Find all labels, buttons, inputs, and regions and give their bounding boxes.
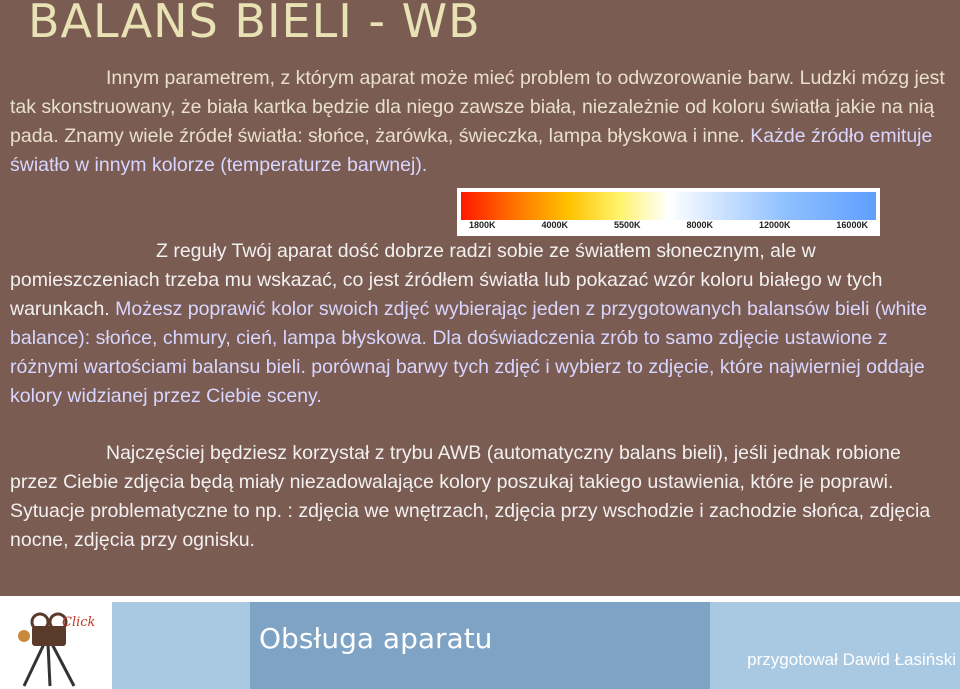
spectrum-label: 16000K (836, 220, 868, 230)
paragraph-intro-text: Innym parametrem, z którym aparat może mieć problem to odwzorowanie barw. Ludzki mózg jest tak skonstruowany, że biała kartka będzie dla niego zawsze biała, niezależnie od koloru światła jakie na nią pada. Znamy wiele źródeł światła: słońce, żarówka, świeczka, lampa błyskowa i inne. (10, 67, 945, 147)
spectrum-labels (461, 220, 876, 234)
paragraph-awb-text: Najczęściej będziesz korzystał z trybu AWB (automatyczny balans bieli), jeśli jednak robione przez Ciebie zdjęcia będą miały niezadowalające kolory poszukaj takiego ustawienia, które je poprawi. Sytuacje problematyczne to np. : zdjęcia we wnętrzach, zdjęcia przy wschodzie i zachodzie słońca, zdjęcia nocne, zdjęcia przy ognisku. (10, 442, 931, 551)
logo-text: Click (62, 615, 96, 630)
spectrum-label: 5500K (613, 220, 641, 230)
footer-band-left (112, 602, 250, 689)
footer-band-right (710, 602, 960, 689)
spectrum-label: 1800K (469, 220, 496, 230)
paragraph-intro-highlight: Każde źródło emituje światło w innym kolorze (temperaturze barwnej). (10, 125, 933, 176)
footer-title: Obsługa aparatu (259, 622, 493, 655)
spectrum-gradient (461, 192, 876, 220)
page-title: BALANS BIELI - WB (28, 0, 481, 48)
spectrum-label: 4000K (541, 220, 569, 230)
color-temperature-spectrum (457, 188, 880, 236)
spectrum-label: 12000K (758, 220, 791, 230)
paragraph-awb (10, 439, 950, 555)
paragraph-camera-highlight: Możesz poprawić kolor swoich zdjęć wybierając jeden z przygotowanych balansów bieli (white balance): słońce, chmury, cień, lampa błyskowa. Dla doświadczenia zrób to samo zdjęcie ustawione z różnymi wartościami balansu bieli. porównaj barwy tych zdjęć i wybierz to zdjęcie, które najwierniej oddaje kolory widzianej przez Ciebie sceny. (10, 298, 927, 407)
paragraph-camera-text: Z reguły Twój aparat dość dobrze radzi sobie ze światłem słonecznym, ale w pomieszczeniach trzeba mu wskazać, co jest źródłem światła lub pokazać wzór koloru białego w tych warunkach. (10, 240, 883, 320)
paragraph-camera (10, 237, 950, 411)
footer-author: przygotował Dawid Łasiński (747, 650, 956, 669)
paragraph-intro (10, 64, 950, 180)
spectrum-label: 8000K (686, 220, 713, 230)
camera-tripod-logo-icon (4, 604, 108, 688)
